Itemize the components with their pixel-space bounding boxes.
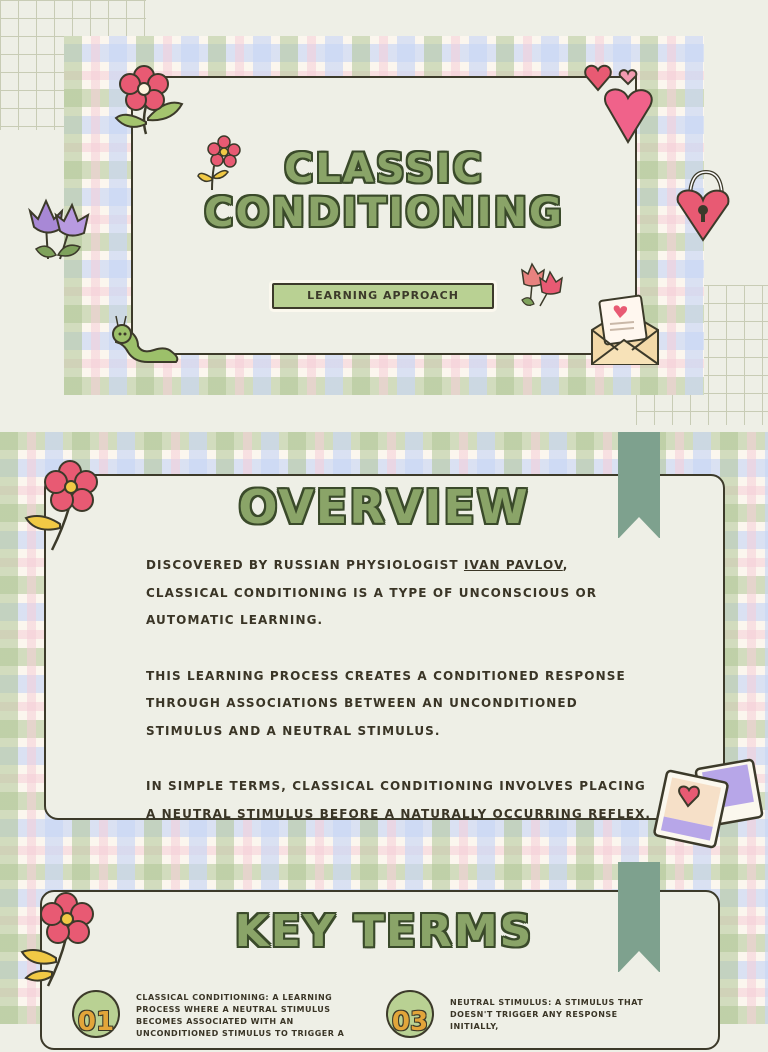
title-line-2: CONDITIONING	[204, 190, 564, 236]
paragraph-3: IN SIMPLE TERMS, CLASSICAL CONDITIONING INVOLVES PLACING A NEUTRAL STIMULUS BEFORE A NATURALLY OCCURRING REFLEX.	[146, 779, 652, 821]
heart-icon	[580, 62, 656, 144]
term-text: CLASSICAL CONDITIONING: A LEARNING PROCESS WHERE A NEUTRAL STIMULUS BECOMES ASSOCIATED WITH AN UNCONDITIONED STIMULUS TO TRIGGER A	[136, 993, 345, 1038]
flower-icon	[112, 66, 184, 138]
flower-icon	[22, 460, 102, 552]
worm-icon	[108, 312, 186, 364]
term-number: 01	[72, 990, 120, 1038]
photo-icon	[652, 756, 768, 852]
overview-text	[146, 552, 656, 856]
title-line-1: CLASSIC	[284, 146, 484, 192]
tulip-icon	[518, 262, 566, 310]
envelope-icon	[588, 294, 662, 368]
overview-title: OVERVIEW	[238, 480, 530, 534]
flower-icon	[16, 892, 100, 988]
tulip-icon	[26, 197, 92, 263]
padlock-icon	[672, 168, 734, 244]
subtitle-pill: LEARNING APPROACH	[272, 283, 494, 309]
term-text: NEUTRAL STIMULUS: A STIMULUS THAT DOESN'T TRIGGER ANY RESPONSE INITIALLY,	[450, 998, 644, 1031]
key-terms-title: KEY TERMS	[234, 906, 534, 957]
paragraph-2: THIS LEARNING PROCESS CREATES A CONDITIONED RESPONSE THROUGH ASSOCIATIONS BETWEEN AN UNCONDITIONED STIMULUS AND A NEUTRAL STIMULUS.	[146, 668, 626, 738]
term-number: 03	[386, 990, 434, 1038]
flower-icon	[198, 136, 246, 192]
paragraph-1: DISCOVERED BY RUSSIAN PHYSIOLOGIST IVAN PAVLOV, CLASSICAL CONDITIONING IS A TYPE OF UNCONSCIOUS OR AUTOMATIC LEARNING.	[146, 558, 598, 627]
pavlov-link[interactable]: IVAN PAVLOV	[463, 558, 563, 572]
